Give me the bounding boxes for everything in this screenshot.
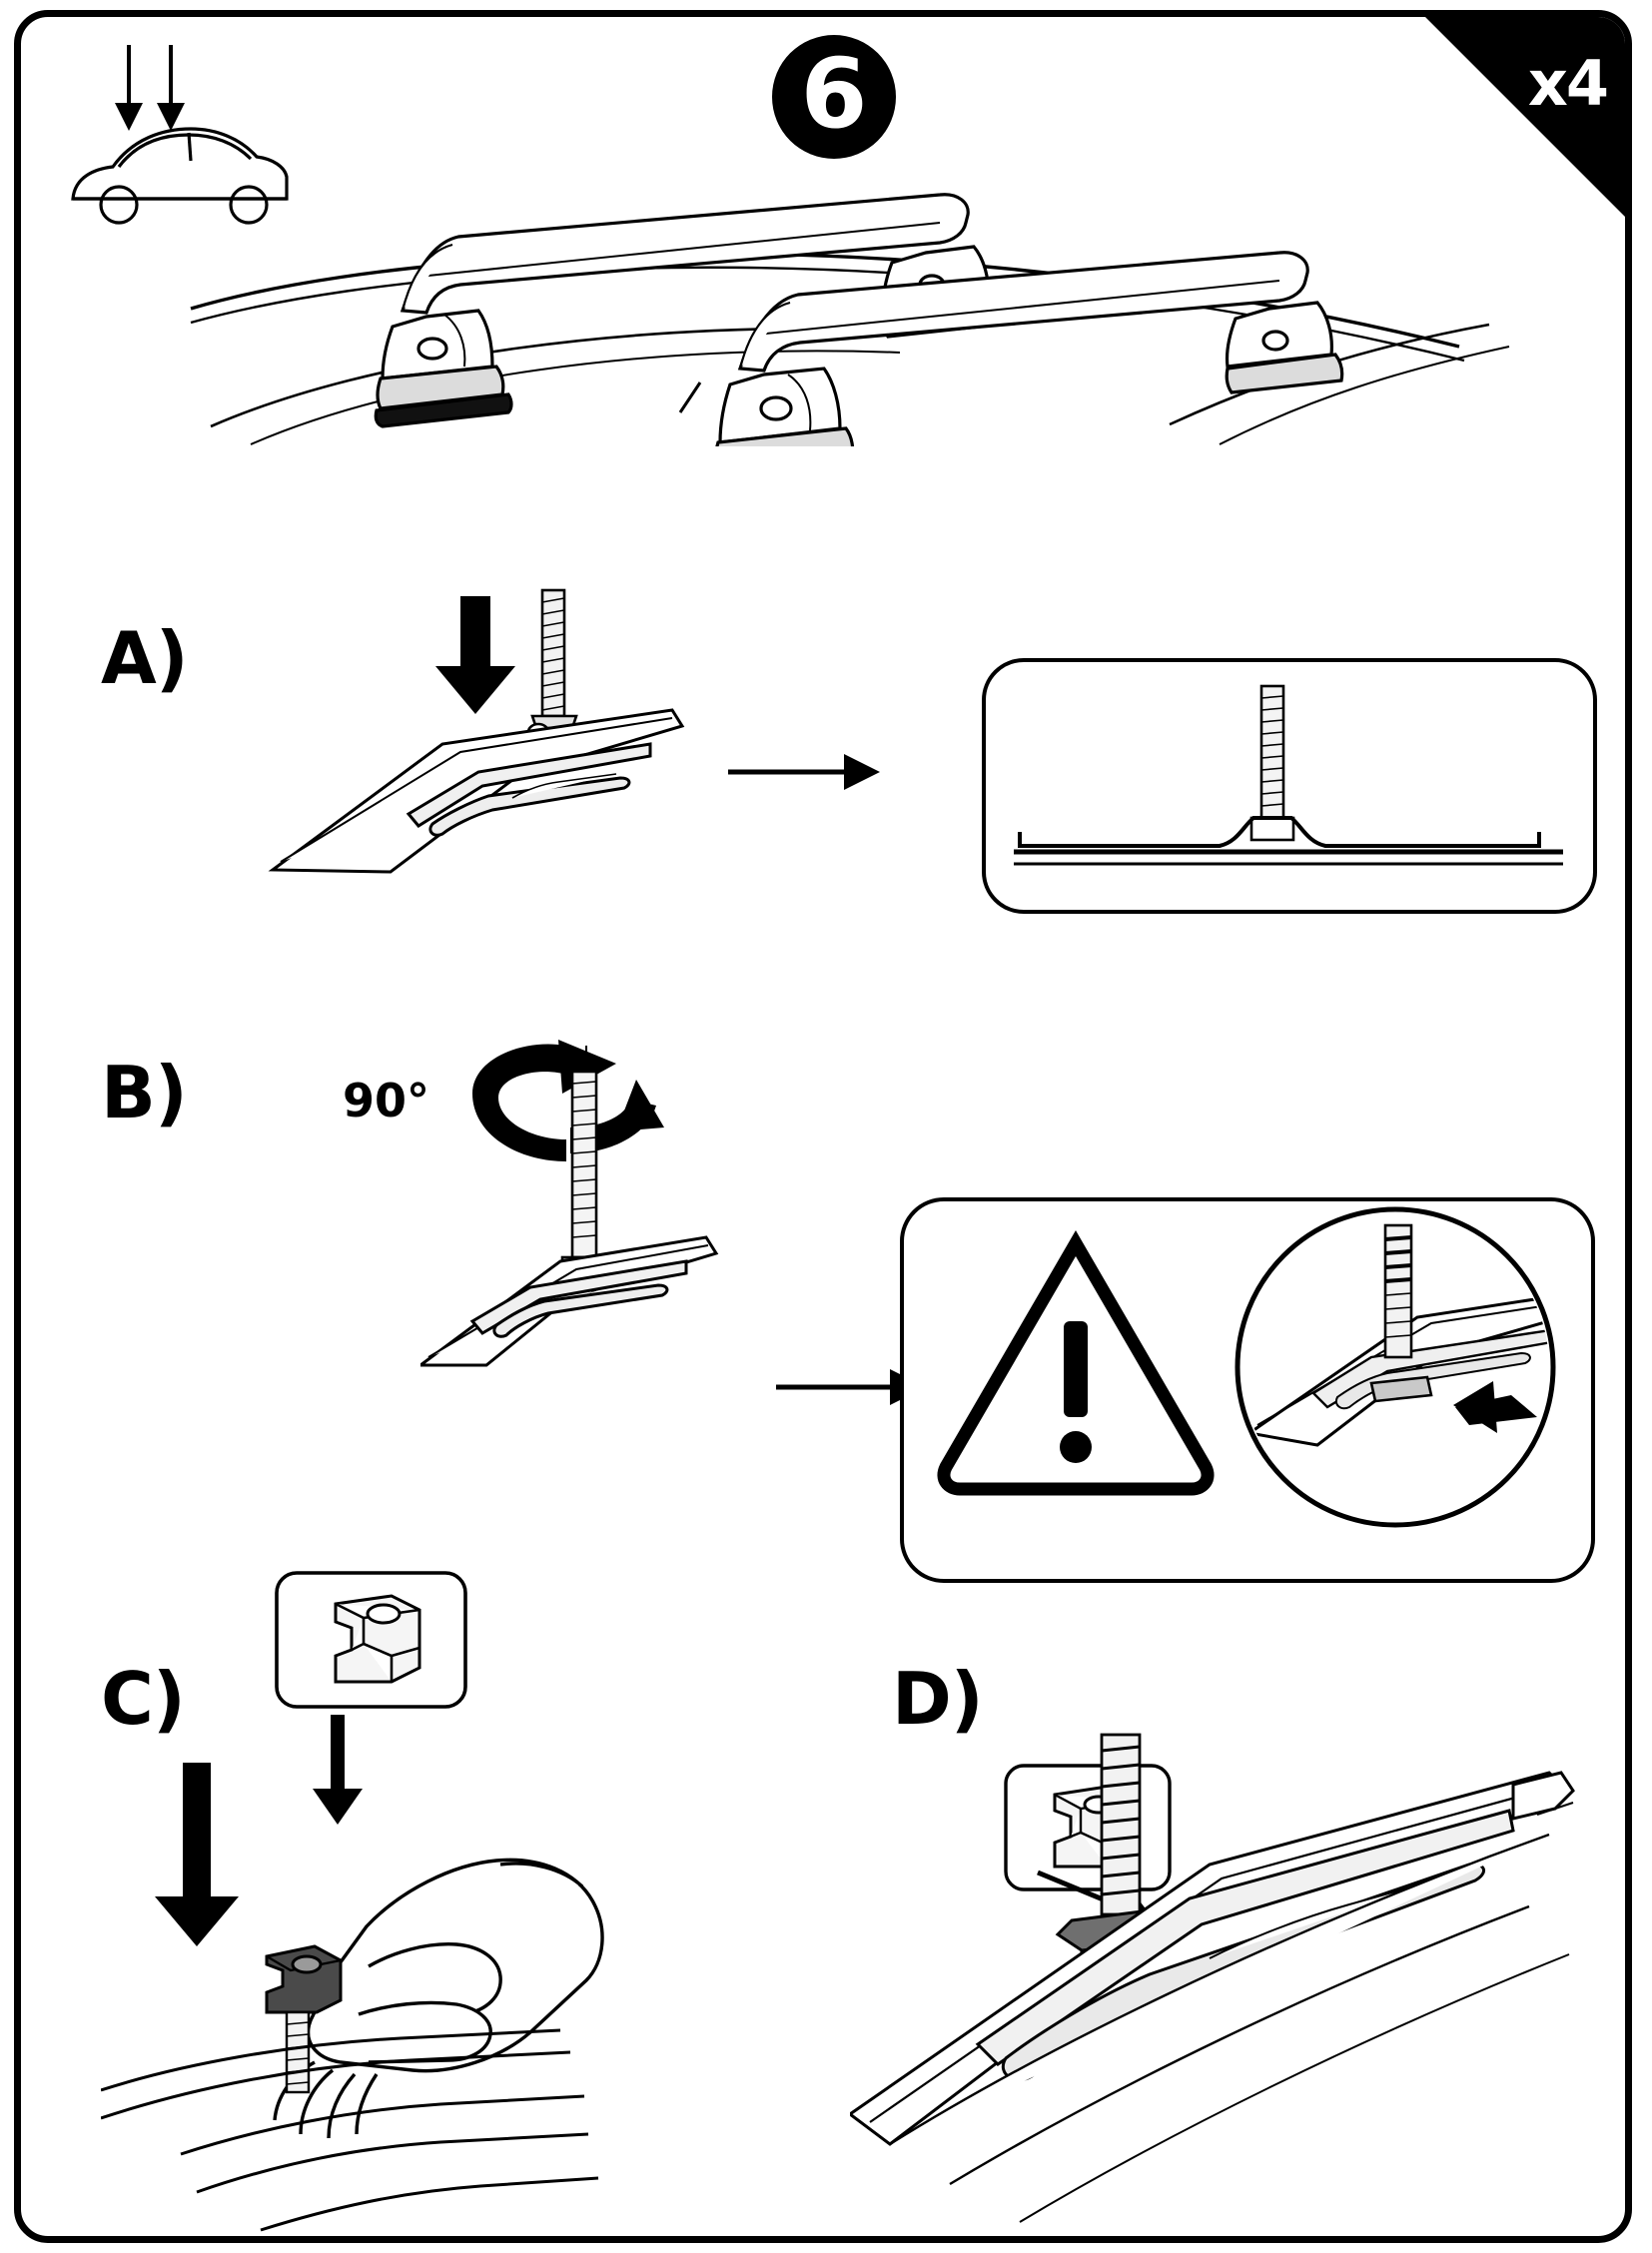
roof-bar-icon (273, 710, 682, 872)
detail-arrow-icon (728, 754, 880, 790)
step-number-badge: 6 (772, 35, 896, 159)
section-d-illustration (850, 1715, 1629, 2243)
roof-bar-icon (713, 253, 1341, 446)
quantity-label: x4 (1527, 47, 1607, 120)
section-b-detail-box (898, 1195, 1597, 1585)
section-label-b: B) (101, 1051, 187, 1134)
section-label-d: D) (892, 1657, 983, 1741)
clamp-nut-icon (267, 1946, 341, 2012)
threaded-bolt-icon (287, 2012, 309, 2092)
threaded-bolt-icon (528, 590, 576, 740)
section-a-detail-box (980, 656, 1599, 916)
car-icon (73, 129, 287, 223)
roof-bar-icon (850, 1773, 1573, 2222)
section-label-c: C) (101, 1657, 185, 1741)
sheet-frame (14, 10, 1632, 2243)
section-label-a: A) (101, 616, 188, 700)
down-arrow-icon (313, 1715, 363, 1825)
section-a-illustration (221, 576, 980, 936)
section-c-part-inset (274, 1570, 468, 1710)
section-c-illustration (101, 1715, 860, 2243)
rotate-90-arrow-icon (472, 1040, 664, 1161)
down-arrow-icon (435, 596, 515, 714)
roof-rack-overview-illustration (41, 27, 1619, 446)
down-arrow-icon (115, 45, 185, 131)
threaded-bolt-icon (1102, 1735, 1140, 1914)
rotation-angle-label: 90° (343, 1074, 430, 1127)
down-arrow-icon (155, 1763, 239, 1946)
